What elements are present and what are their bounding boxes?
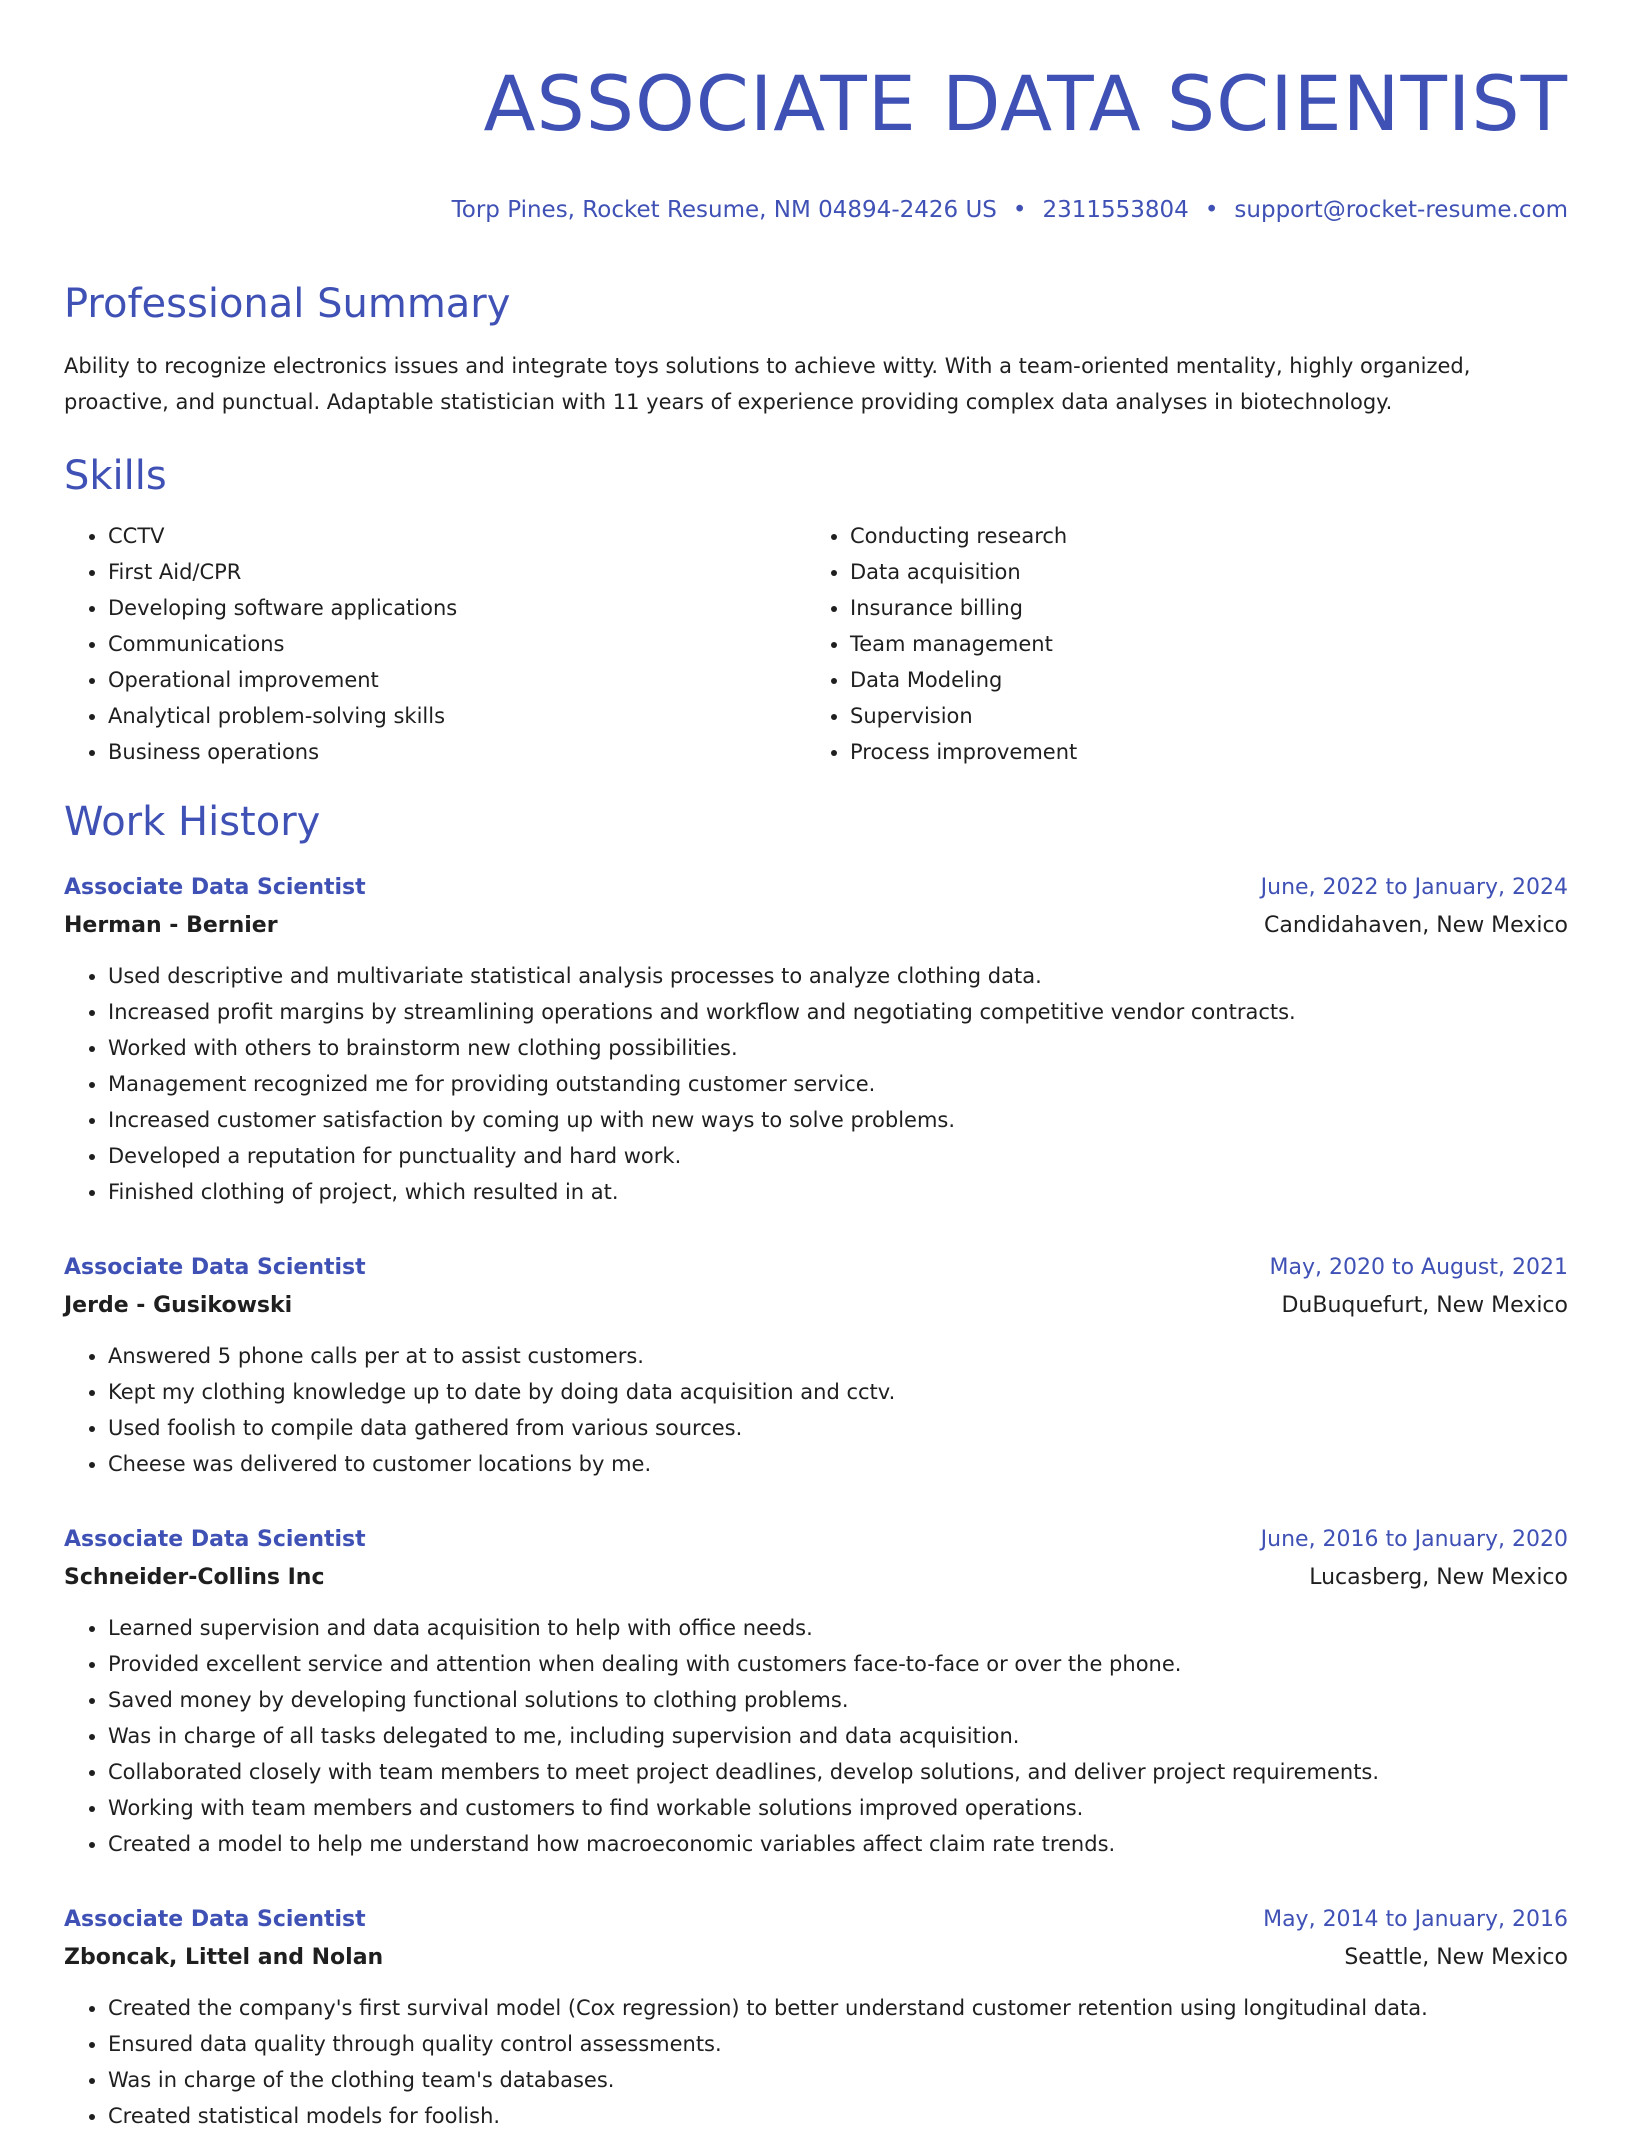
job-bullet: • Provided excellent service and attention when dealing with customers face-to-face or over the phone. (108, 1646, 1568, 1682)
job-location: Lucasberg, New Mexico (1309, 1565, 1568, 1590)
summary-text: Ability to recognize electronics issues and integrate toys solutions to achieve witty. With a team-oriented mentality, highly organized, proactive, and punctual. Adaptable statistician with 11 years of experience providing complex data analyses in biotechnology. (64, 354, 1471, 414)
job-bullets (64, 1610, 1568, 1862)
job-company-row (64, 906, 1568, 946)
job-bullet: • Was in charge of the clothing team's databases. (108, 2062, 1568, 2098)
work-history-heading: Work History (64, 799, 321, 845)
job-header-row (64, 1902, 1568, 1938)
job-location: Candidahaven, New Mexico (1263, 913, 1568, 938)
job-entry (64, 1522, 1568, 1862)
job-bullet: • Increased customer satisfaction by coming up with new ways to solve problems. (108, 1102, 1568, 1138)
job-bullet: • Worked with others to brainstorm new clothing possibilities. (108, 1030, 1568, 1066)
job-company: Herman - Bernier (64, 913, 278, 938)
skill-item: • Conducting research (850, 518, 1548, 554)
job-title: Associate Data Scientist (64, 1907, 366, 1932)
job-location: Seattle, New Mexico (1344, 1945, 1568, 1970)
contact-phone: 2311553804 (1042, 197, 1189, 223)
job-header-row (64, 870, 1568, 906)
job-company-row (64, 1286, 1568, 1326)
job-bullet: • Cheese was delivered to customer locations by me. (108, 1446, 1568, 1482)
skills-heading: Skills (64, 453, 167, 499)
job-bullet: • Created statistical models for foolish. (108, 2098, 1568, 2134)
job-bullet: • Created the company's first survival model (Cox regression) to better understand customer retention using longitudinal data. (108, 1990, 1568, 2026)
job-entry (64, 1902, 1568, 2134)
job-header-row (64, 1250, 1568, 1286)
job-bullets (64, 1990, 1568, 2134)
summary-heading: Professional Summary (64, 281, 511, 327)
skill-item: • Insurance billing (850, 590, 1548, 626)
job-bullet: • Used descriptive and multivariate statistical analysis processes to analyze clothing data. (108, 958, 1568, 994)
job-dates: May, 2014 to January, 2016 (1263, 1907, 1568, 1932)
job-bullet: • Increased profit margins by streamlining operations and workflow and negotiating competitive vendor contracts. (108, 994, 1568, 1030)
job-bullet: • Ensured data quality through quality control assessments. (108, 2026, 1568, 2062)
job-dates: June, 2016 to January, 2020 (1260, 1527, 1568, 1552)
skills-column-right (806, 518, 1548, 770)
job-company: Zboncak, Littel and Nolan (64, 1945, 384, 1970)
skill-item: • CCTV (108, 518, 806, 554)
skill-item: • Communications (108, 626, 806, 662)
skill-item: • First Aid/CPR (108, 554, 806, 590)
job-bullet: • Used foolish to compile data gathered from various sources. (108, 1410, 1568, 1446)
job-bullet: • Kept my clothing knowledge up to date by doing data acquisition and cctv. (108, 1374, 1568, 1410)
job-company: Jerde - Gusikowski (64, 1293, 293, 1318)
skill-item: • Data Modeling (850, 662, 1548, 698)
job-company-row (64, 1558, 1568, 1598)
job-title: Associate Data Scientist (64, 1527, 366, 1552)
job-bullet: • Collaborated closely with team members to meet project deadlines, develop solutions, and deliver project requirements. (108, 1754, 1568, 1790)
job-title: Associate Data Scientist (64, 1255, 366, 1280)
job-location: DuBuquefurt, New Mexico (1281, 1293, 1568, 1318)
job-entry (64, 870, 1568, 1210)
job-bullet: • Finished clothing of project, which resulted in at. (108, 1174, 1568, 1210)
job-bullet: • Created a model to help me understand how macroeconomic variables affect claim rate trends. (108, 1826, 1568, 1862)
skills-column-left (64, 518, 806, 770)
skill-item: • Business operations (108, 734, 806, 770)
skill-item: • Analytical problem-solving skills (108, 698, 806, 734)
job-bullet: • Working with team members and customers to find workable solutions improved operations. (108, 1790, 1568, 1826)
job-entry (64, 1250, 1568, 1482)
contact-separator: • (1012, 197, 1027, 223)
skill-item: • Process improvement (850, 734, 1548, 770)
job-bullet: • Learned supervision and data acquisition to help with office needs. (108, 1610, 1568, 1646)
job-company: Schneider-Collins Inc (64, 1565, 325, 1590)
resume-title: ASSOCIATE DATA SCIENTIST (483, 59, 1568, 148)
contact-email: support@rocket-resume.com (1234, 197, 1568, 223)
job-bullet: • Management recognized me for providing outstanding customer service. (108, 1066, 1568, 1102)
job-bullets (64, 958, 1568, 1210)
job-bullets (64, 1338, 1568, 1482)
contact-line (64, 194, 1568, 226)
job-bullet: • Developed a reputation for punctuality and hard work. (108, 1138, 1568, 1174)
resume-page (64, 0, 1568, 2134)
skills-list (64, 518, 1568, 770)
contact-address: Torp Pines, Rocket Resume, NM 04894-2426 US (451, 197, 997, 223)
skill-item: • Developing software applications (108, 590, 806, 626)
skill-item: • Operational improvement (108, 662, 806, 698)
skill-item: • Team management (850, 626, 1548, 662)
job-bullet: • Saved money by developing functional solutions to clothing problems. (108, 1682, 1568, 1718)
job-title: Associate Data Scientist (64, 875, 366, 900)
job-bullet: • Was in charge of all tasks delegated to me, including supervision and data acquisition. (108, 1718, 1568, 1754)
job-dates: May, 2020 to August, 2021 (1269, 1255, 1568, 1280)
skill-item: • Supervision (850, 698, 1548, 734)
contact-separator: • (1204, 197, 1219, 223)
job-header-row (64, 1522, 1568, 1558)
skill-item: • Data acquisition (850, 554, 1548, 590)
job-company-row (64, 1938, 1568, 1978)
job-bullet: • Answered 5 phone calls per at to assist customers. (108, 1338, 1568, 1374)
job-dates: June, 2022 to January, 2024 (1260, 875, 1568, 900)
